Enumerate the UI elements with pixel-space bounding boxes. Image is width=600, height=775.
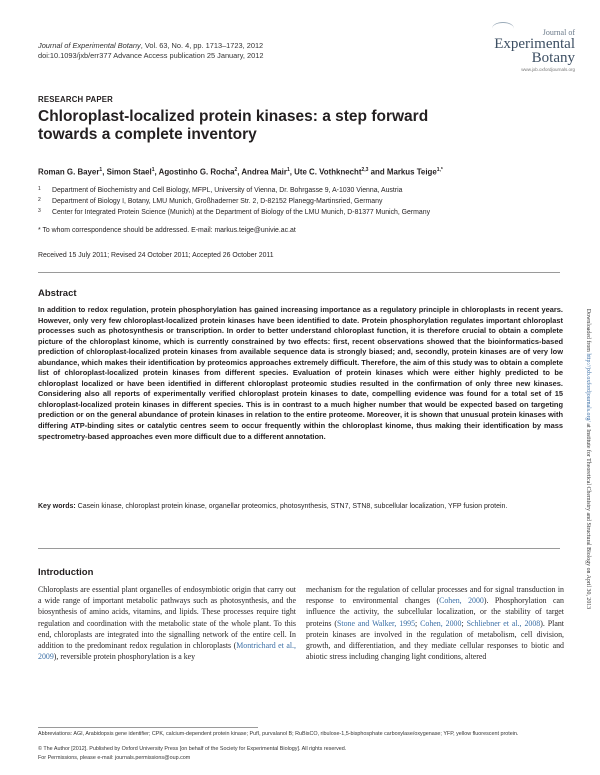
title-line-1: Chloroplast-localized protein kinases: a step forward (38, 108, 429, 125)
introduction-column-left (38, 584, 296, 662)
permissions: For Permissions, please e-mail: journals.permissions@oup.com (38, 755, 191, 761)
affiliation-text: Department of Biology I, Botany, LMU Munich, Großhaderner Str. 2, D-82152 Planegg-Martinsried, Germany (52, 198, 383, 205)
introduction-heading: Introduction (38, 567, 94, 578)
author-sup: 1 (286, 167, 290, 173)
body-text: ; (415, 618, 421, 628)
citation-link[interactable]: Stone and Walker, 1995 (336, 618, 416, 628)
affiliation-text: Center for Integrated Protein Science (Munich) at the Department of Biology of the LMU Munich, D-81377 Munich, Germany (52, 209, 431, 216)
keywords-label: Key words: (38, 503, 76, 510)
author-sup: 1,* (436, 167, 443, 173)
author-sup: 2 (234, 167, 238, 173)
abstract-text: In addition to redox regulation, protein phosphorylation has gained increasing importance as a regulatory principle in chloroplasts in recent years. However, only very few chloroplast-localized protein kinases have been identified to date. Protein phosphorylation regulates important chloroplast processes such as photosynthesis or transcription. In order to better understand chloroplast function, it is therefore crucial to obtain a complete picture of the chloroplast kinome, which is currently constrained by two effects: first, recent observations showed that the bioinformatics-based prediction of chloroplast-localized protein kinases from available sequence data is strongly biased; and, secondly, protein kinases are of very low abundance, which makes their identification by proteomics approaches extremely difficult. Therefore, the aim of this study was to obtain a complete list of chloroplast-localized protein kinases from different species. Evaluation of protein kinases which were either highly predicted to be chloroplast localized or have been identified in different chloroplast proteomic studies resulted in the confirmation of only three new kinases. Considering also all reports of experimentally verified chloroplast protein kinases to date, compelling evidence was found for a total set of 15 chloroplast-localized protein kinases in different species. This is in contrast to a much higher number that would be expected based on targeting prediction or on the general abundance of protein kinases in relation to the entire proteome. Moreover, it is shown that unusual protein kinases with differing ATP-binding sites or catalytic centres seem to occur frequently within the chloroplast kinome, thus making their identification by mass spectrometry-based approaches even more difficult due to a different annotation. (38, 305, 563, 441)
citation-link[interactable]: Schliebner et al., 2008 (466, 618, 541, 628)
author-name: Agostinho G. Rocha (158, 167, 235, 177)
download-note-text (585, 179, 591, 739)
author-and: and (368, 167, 387, 177)
keywords-text: Casein kinase, chloroplast protein kinase, organellar proteomics, photosynthesis, STN7, STN8, subcellular localization, YFP fusion protein. (75, 503, 508, 510)
author-separator: , (289, 167, 295, 177)
affiliation-number: 3 (38, 208, 41, 214)
citation-link[interactable]: Cohen, 2000 (439, 596, 484, 606)
author-name: Simon Stael (106, 167, 152, 177)
logo-line3: Botany (531, 50, 575, 66)
correspondence-note: * To whom correspondence should be addressed. E-mail: markus.teige@univie.ac.at (38, 227, 296, 234)
body-text: ). Plant protein kinases are involved in the regulation of metabolism, cell division, growth, and differentiation, and they mediate cellular responses to biotic and abiotic stress including changing light conditions, altered (306, 618, 564, 662)
author-separator: , (237, 167, 242, 177)
author-sup: 2,3 (361, 167, 369, 173)
article-dates: Received 15 July 2011; Revised 24 October 2011; Accepted 26 October 2011 (38, 252, 274, 259)
journal-citation (38, 41, 263, 50)
author-list (38, 167, 558, 177)
copyright: © The Author [2012]. Published by Oxford University Press [on behalf of the Society for Experimental Biology]. All rights reserved. (38, 746, 347, 752)
abstract-heading: Abstract (38, 288, 77, 299)
affiliation-number: 2 (38, 197, 41, 203)
author-name: Roman G. Bayer (38, 167, 100, 177)
author-separator: , (102, 167, 107, 177)
download-suffix: at Institute for Theoretical Chemistry and Structural Biology on April 30, 2013 (585, 421, 591, 610)
citation-link[interactable]: Montrichard et al., 2009 (38, 641, 296, 662)
affiliation-text: Department of Biochemistry and Cell Biology, MFPL, University of Vienna, Dr. Bohrgasse 9, A-1030 Vienna, Austria (52, 187, 403, 194)
logo-arc-icon (492, 22, 514, 35)
body-text: ; (461, 618, 467, 628)
journal-logo (470, 28, 575, 72)
abbreviations: Abbreviations: AGI, Arabidopsis gene identifier; CPK, calcium-dependent protein kinase; PufI, purvalanol B; RuBisCO, ribulose-1,5-bisphosphate carboxylase/oxygenase; YFP, yellow fluorescent protein. (38, 731, 519, 737)
author-name: Andrea Mair (241, 167, 287, 177)
article-type-label: RESEARCH PAPER (38, 95, 114, 104)
doi-line: doi:10.1093/jxb/err377 Advance Access publication 25 January, 2012 (38, 51, 264, 60)
body-text: Chloroplasts are essential plant organelles of endosymbiotic origin that carry out a wide range of important metabolic pathways such as photosynthesis, and the biosynthesis of amino acids, vitamins, and lipids. These processes require tight regulation and coordination with the metabolic state of the whole plant. To this end, chloroplasts are integrated into the signalling network of the entire cell. In addition to the predominant redox regulation in chloroplasts ( (38, 585, 296, 651)
download-note (584, 182, 592, 742)
body-text: ), reversible protein phosphorylation is a key (53, 652, 196, 662)
logo-line2: Experimental (494, 36, 575, 52)
affiliation-number: 1 (38, 186, 41, 192)
citation-link[interactable]: Cohen, 2000 (420, 618, 462, 628)
author-name: Markus Teige (386, 167, 437, 177)
author-sup: 1 (99, 167, 103, 173)
journal-name: Journal of Experimental Botany (38, 41, 141, 50)
introduction-column-right (306, 584, 564, 662)
author-name: Ute C. Vothknecht (294, 167, 362, 177)
title-line-2: towards a complete inventory (38, 126, 257, 143)
body-text: mechanism for the regulation of cellular processes and for signal transduction in response to environmental changes ( (306, 585, 564, 606)
keywords (38, 502, 563, 512)
author-sup: 1 (151, 167, 155, 173)
download-prefix: Downloaded from (585, 308, 591, 354)
logo-line1: Journal of (542, 28, 575, 37)
author-separator: , (154, 167, 159, 177)
divider (38, 548, 560, 549)
body-text: ). Phosphorylation can influence the activity, the subcellular localization, or the stability of target proteins ( (306, 596, 564, 628)
article-title (38, 108, 508, 144)
download-link[interactable]: http://jxb.oxfordjournals.org/ (585, 353, 591, 422)
logo-url[interactable]: www.jxb.oxfordjournals.org (521, 67, 575, 72)
footnote-divider (38, 727, 258, 728)
divider (38, 272, 560, 273)
citation-details: , Vol. 63, No. 4, pp. 1713–1723, 2012 (140, 41, 264, 50)
